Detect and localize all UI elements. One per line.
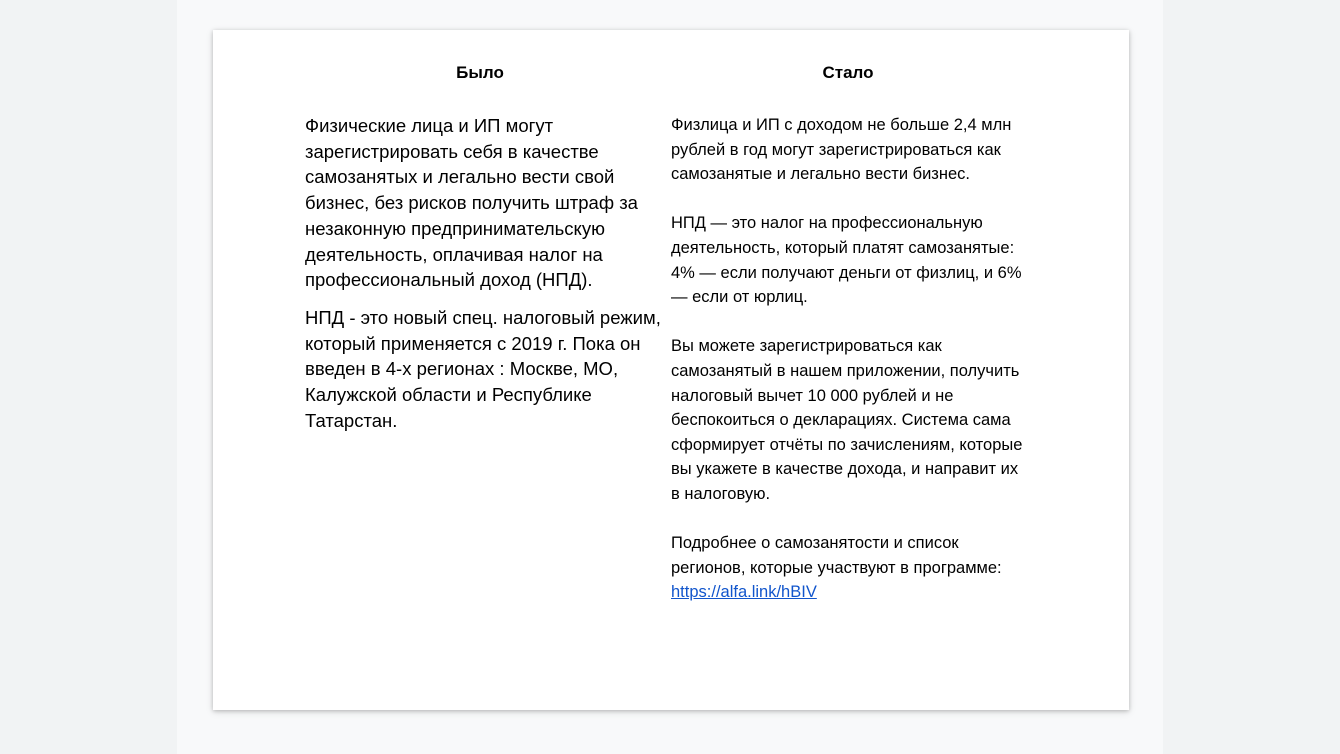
before-paragraph-2: НПД - это новый спец. налоговый режим, который применяется с 2019 г. Пока он введен в 4-х регионах : Москве, МО, Калужской области и Республике Татарстан. [305,306,661,431]
after-paragraph-3: Вы можете зарегистрироваться как самозанятый в нашем приложении, получить налоговый вычет 10 000 рублей и не беспокоиться о декларациях. Система сама сформирует отчёты по зачислениям, которые вы укажете в качестве дохода, и направит их в налоговую. [671,337,1023,503]
before-text [305,113,665,445]
alfa-link[interactable]: https://alfa.link/hBIV [671,583,817,602]
after-text [671,113,1031,629]
after-paragraph-2: НПД — это налог на профессиональную деятельность, который платят самозанятые: 4% — если получают деньги от физлиц, и 6% — если от юрлиц. [671,214,1022,307]
heading-after: Стало [822,63,874,82]
heading-before: Было [456,63,504,82]
after-paragraph-4 [671,531,1031,605]
document-page [213,30,1129,710]
before-paragraph-1: Физические лица и ИП могут зарегистрировать себя в качестве самозанятых и легально вести свой бизнес, без рисков получить штраф за незаконную предпринимательскую деятельность, оплачивая налог на профессиональный доход (НПД). [305,115,638,291]
after-paragraph-4-text: Подробнее о самозанятости и список регионов, которые участвуют в программе: [671,534,1002,577]
after-paragraph-1: Физлица и ИП с доходом не больше 2,4 млн рублей в год могут зарегистрироваться как самозанятые и легально вести бизнес. [671,116,1012,184]
